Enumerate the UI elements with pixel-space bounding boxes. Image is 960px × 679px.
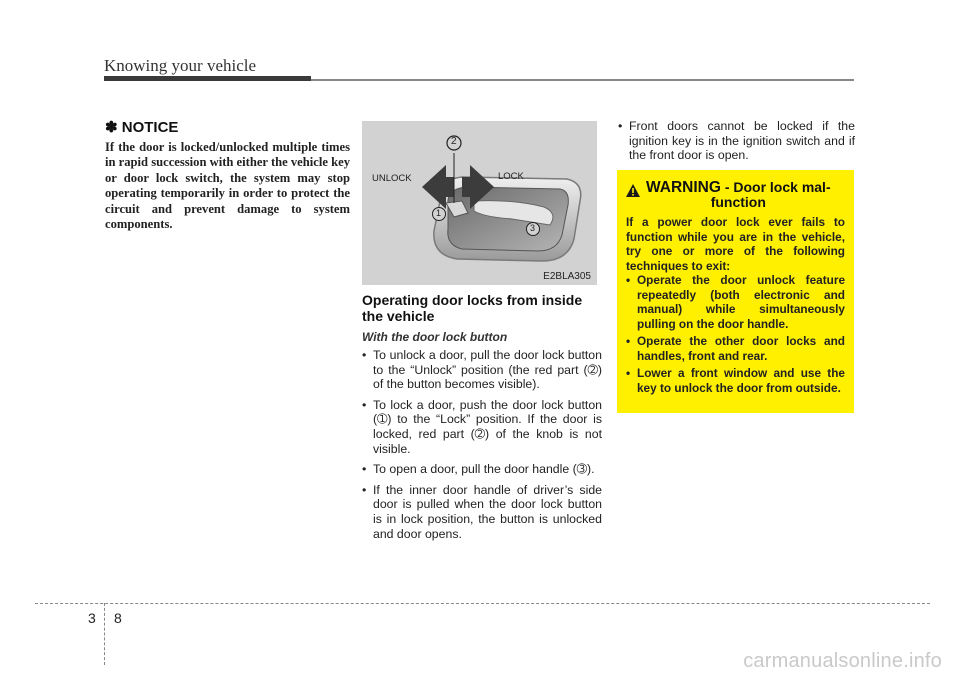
footer-divider (104, 603, 105, 665)
header-rule-accent (104, 76, 311, 81)
door-lock-section (362, 292, 602, 547)
notice-block (105, 118, 350, 232)
list-item: • Lower a front window and use the key to unlock the door from outside. (626, 366, 845, 398)
section-heading: Operating door locks from inside the vehicle (362, 292, 583, 324)
footer-rule (35, 603, 930, 604)
door-handle-illustration (362, 121, 597, 285)
warning-list (626, 273, 845, 398)
callout-1: 1 (436, 208, 442, 218)
list-item: • Operate the door unlock feature repeatedly (both electronic and manual) while simultaneously pulling on the door handle. (626, 273, 845, 334)
list-item: • If the inner door handle of driver’s side door is pulled when the door lock button is in lock position, the button is unlocked and door opens. (362, 483, 602, 541)
warning-title-line2: function (710, 194, 766, 210)
page-number: 8 (114, 610, 122, 626)
warning-title (646, 180, 831, 210)
instruction-list (362, 348, 602, 541)
figure-code: E2BLA305 (543, 271, 591, 282)
watermark: carmanualsonline.info (743, 650, 942, 672)
list-item: • Operate the other door locks and handles, front and rear. (626, 334, 845, 366)
header-title: Knowing your vehicle (104, 56, 257, 75)
warning-intro: If a power door lock ever fails to function while you are in the vehicle, try one or more of the following techniques to exit: (626, 215, 845, 273)
list-item: • Front doors cannot be locked if the ignition key is in the ignition switch and if the front door is open. (618, 119, 855, 163)
warning-title-line1: - Door lock mal- (724, 179, 831, 195)
warning-triangle-icon (626, 184, 640, 197)
warning-box (617, 170, 854, 413)
warning-word: WARNING (646, 179, 721, 196)
notice-body: If the door is locked/unlocked multiple times in rapid succession with either the vehicle key or door lock switch, the system may stop operating temporarily in order to protect the circuit and prevent damage to system components. (105, 140, 350, 232)
list-item: • To lock a door, push the door lock button (➀) to the “Lock” position. If the door is locked, red part (➁) of the knob is not visible. (362, 398, 602, 456)
warning-header (626, 180, 845, 210)
callout-2: 2 (451, 136, 457, 147)
chapter-number: 3 (88, 610, 96, 626)
notice-title: ✽ NOTICE (105, 119, 179, 136)
door-lock-figure (362, 121, 597, 285)
list-item: • To unlock a door, pull the door lock button to the “Unlock” position (the red part (➁) of the button becomes visible). (362, 348, 602, 392)
lock-label: LOCK (498, 171, 524, 182)
callout-3: 3 (530, 223, 536, 233)
section-subheading: With the door lock button (362, 330, 508, 344)
front-door-note (618, 119, 855, 169)
unlock-label: UNLOCK (372, 173, 412, 184)
list-item: • To open a door, pull the door handle (➂). (362, 462, 602, 477)
note-list (618, 119, 855, 163)
